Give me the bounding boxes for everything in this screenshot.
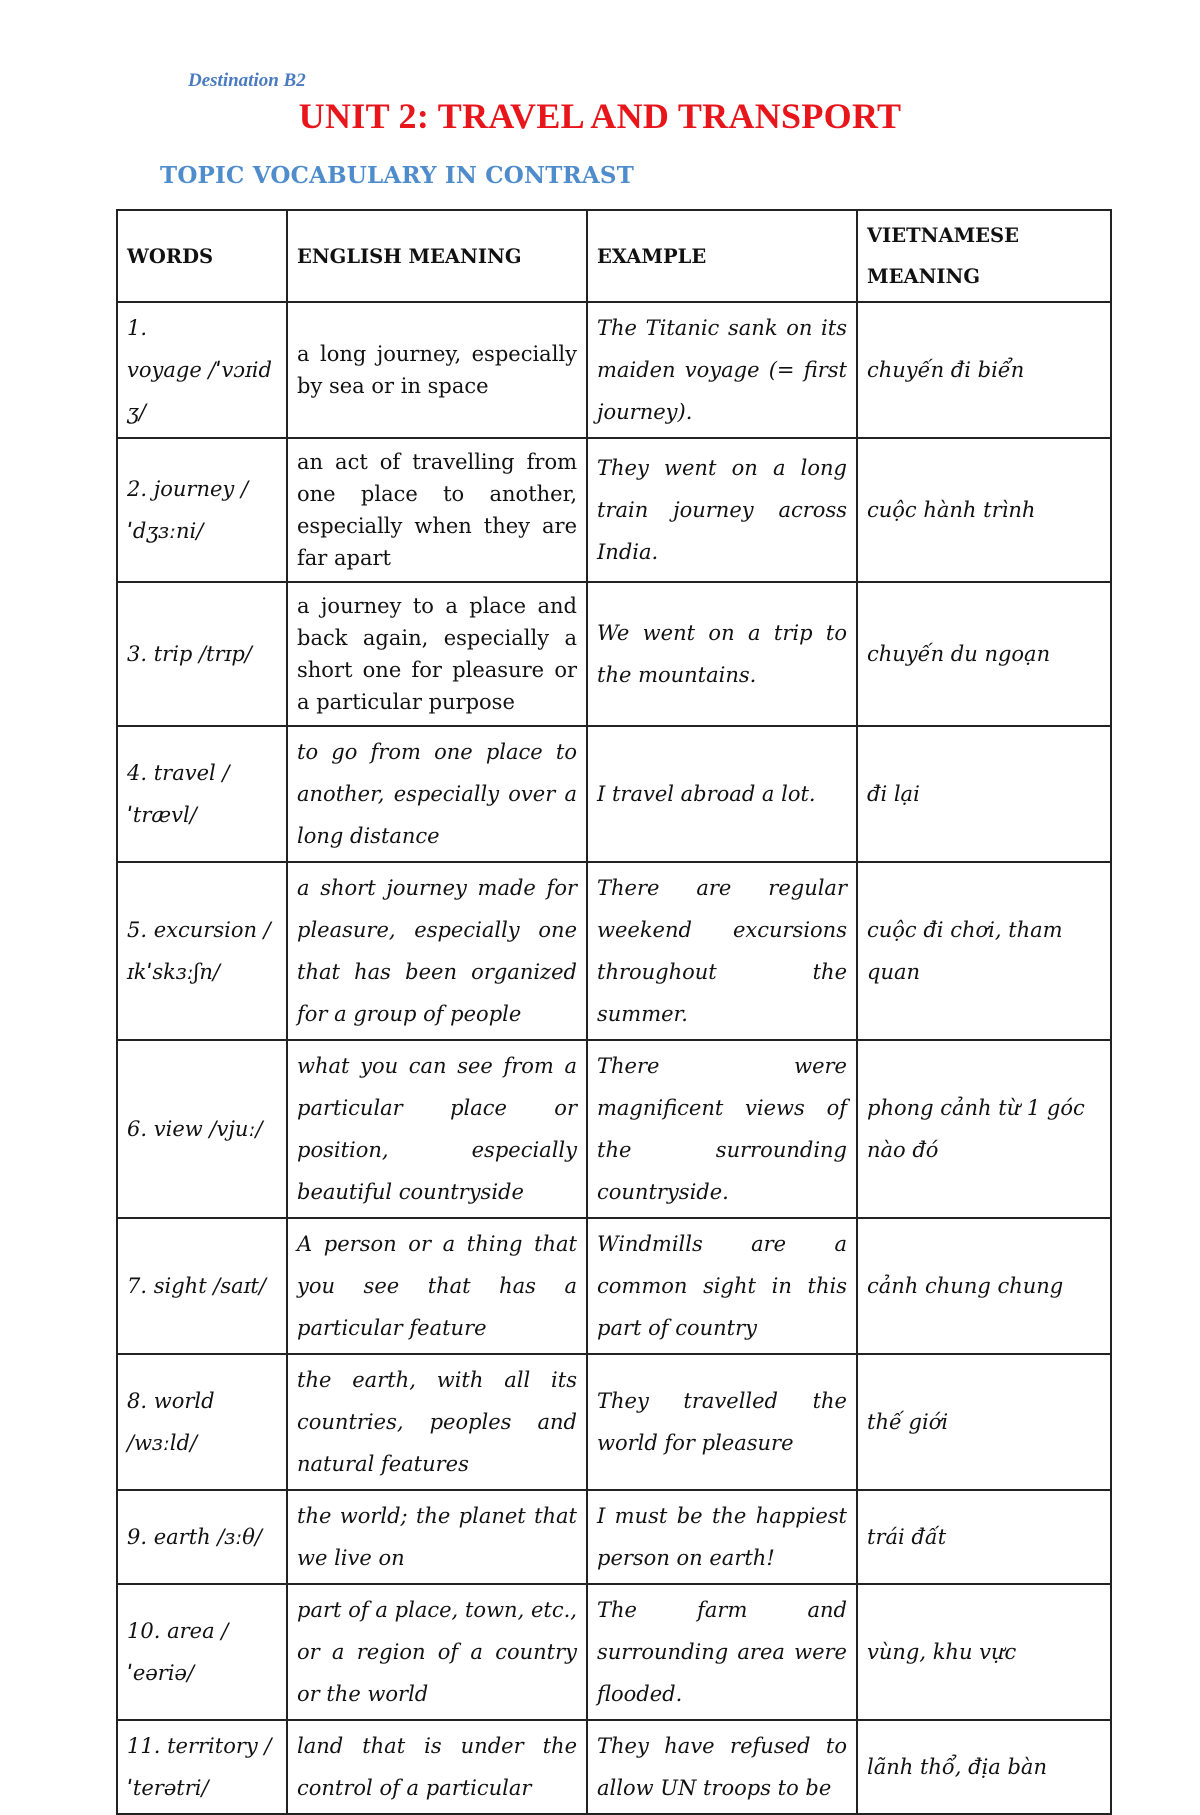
example-cell: There were magnificent views of the surrounding countryside.	[587, 1040, 857, 1218]
english-meaning-cell: part of a place, town, etc., or a region of a country or the world	[287, 1584, 587, 1720]
word-cell	[117, 302, 287, 438]
vietnamese-cell: thế giới	[857, 1354, 1111, 1490]
vocabulary-table	[116, 209, 1112, 1815]
table-header-row	[117, 210, 1111, 302]
vietnamese-cell: đi lại	[857, 726, 1111, 862]
topic-title: TOPIC VOCABULARY IN CONTRAST	[160, 162, 635, 189]
word-number: 6.	[127, 1117, 148, 1141]
vietnamese-cell: cuộc hành trình	[857, 438, 1111, 582]
vietnamese-cell: trái đất	[857, 1490, 1111, 1584]
word-number: 1.	[127, 316, 148, 340]
word-cell	[117, 1720, 287, 1814]
word-cell	[117, 1040, 287, 1218]
english-meaning-cell: the earth, with all its countries, peoples and natural features	[287, 1354, 587, 1490]
word-text: journey / ˈdʒɜːni/	[127, 477, 249, 543]
english-meaning-cell: the world; the planet that we live on	[287, 1490, 587, 1584]
word-cell	[117, 1218, 287, 1354]
word-number: 10.	[127, 1619, 161, 1643]
example-cell: The Titanic sank on its maiden voyage (= first journey).	[587, 302, 857, 438]
word-number: 5.	[127, 918, 148, 942]
english-meaning-cell: a short journey made for pleasure, especially one that has been organized for a group of people	[287, 862, 587, 1040]
word-text: view /vjuː/	[153, 1117, 263, 1141]
vietnamese-cell: cảnh chung chung	[857, 1218, 1111, 1354]
table-row	[117, 862, 1111, 1040]
word-cell	[117, 1490, 287, 1584]
word-text: earth /ɜːθ/	[153, 1525, 262, 1549]
english-meaning-cell: land that is under the control of a particular	[287, 1720, 587, 1814]
vietnamese-cell: vùng, khu vực	[857, 1584, 1111, 1720]
word-number: 3.	[127, 642, 148, 666]
english-meaning-cell: a journey to a place and back again, especially a short one for pleasure or a particular purpose	[287, 582, 587, 726]
word-cell	[117, 726, 287, 862]
table-row	[117, 302, 1111, 438]
word-number: 9.	[127, 1525, 148, 1549]
table-row	[117, 582, 1111, 726]
word-text: world /wɜːld/	[127, 1389, 215, 1455]
word-text: excursion /ɪkˈskɜːʃn/	[127, 918, 271, 984]
vietnamese-cell: chuyến đi biển	[857, 302, 1111, 438]
header-example: EXAMPLE	[587, 210, 857, 302]
unit-title: UNIT 2: TRAVEL AND TRANSPORT	[298, 96, 902, 136]
vietnamese-cell: phong cảnh từ 1 góc nào đó	[857, 1040, 1111, 1218]
example-cell: I must be the happiest person on earth!	[587, 1490, 857, 1584]
word-cell	[117, 862, 287, 1040]
word-text: voyage /ˈvɔɪid ʒ/	[127, 358, 272, 424]
header-tag: Destination B2	[188, 70, 306, 91]
example-cell: There are regular weekend excursions throughout the summer.	[587, 862, 857, 1040]
word-text: sight /saɪt/	[153, 1274, 266, 1298]
word-text: travel / ˈtrævl/	[127, 761, 230, 827]
word-number: 4.	[127, 761, 148, 785]
table-row	[117, 438, 1111, 582]
table-row	[117, 1720, 1111, 1814]
example-cell: I travel abroad a lot.	[587, 726, 857, 862]
english-meaning-cell: an act of travelling from one place to another, especially when they are far apart	[287, 438, 587, 582]
word-cell	[117, 1354, 287, 1490]
word-text: trip /trɪp/	[153, 642, 252, 666]
english-meaning-cell: what you can see from a particular place or position, especially beautiful countryside	[287, 1040, 587, 1218]
header-vietnamese: VIETNAMESE MEANING	[857, 210, 1111, 302]
word-cell	[117, 582, 287, 726]
word-number: 7.	[127, 1274, 148, 1298]
example-cell: They went on a long train journey across India.	[587, 438, 857, 582]
table-row	[117, 1584, 1111, 1720]
table-row	[117, 726, 1111, 862]
table-row	[117, 1040, 1111, 1218]
example-cell: The farm and surrounding area were flooded.	[587, 1584, 857, 1720]
example-cell: Windmills are a common sight in this part of country	[587, 1218, 857, 1354]
table-row	[117, 1218, 1111, 1354]
word-text: area / ˈeəriə/	[127, 1619, 229, 1685]
example-cell: We went on a trip to the mountains.	[587, 582, 857, 726]
example-cell: They have refused to allow UN troops to be	[587, 1720, 857, 1814]
table-row	[117, 1354, 1111, 1490]
table-row	[117, 1490, 1111, 1584]
vietnamese-cell: cuộc đi chơi, tham quan	[857, 862, 1111, 1040]
header-words: WORDS	[117, 210, 287, 302]
example-cell: They travelled the world for pleasure	[587, 1354, 857, 1490]
word-text: territory / ˈterətri/	[127, 1734, 272, 1800]
vietnamese-cell: chuyến du ngoạn	[857, 582, 1111, 726]
word-cell	[117, 438, 287, 582]
word-number: 2.	[127, 477, 148, 501]
word-cell	[117, 1584, 287, 1720]
english-meaning-cell: to go from one place to another, especially over a long distance	[287, 726, 587, 862]
english-meaning-cell: a long journey, especially by sea or in space	[287, 302, 587, 438]
english-meaning-cell: A person or a thing that you see that has a particular feature	[287, 1218, 587, 1354]
word-number: 11.	[127, 1734, 161, 1758]
word-number: 8.	[127, 1389, 148, 1413]
header-english: ENGLISH MEANING	[287, 210, 587, 302]
vietnamese-cell: lãnh thổ, địa bàn	[857, 1720, 1111, 1814]
